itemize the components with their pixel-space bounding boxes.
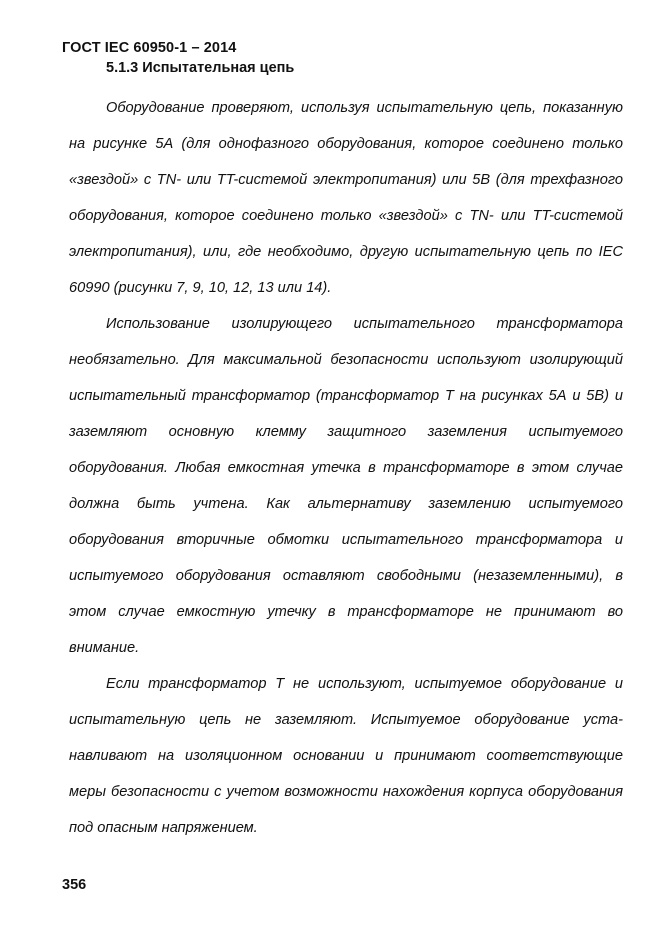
section-title: 5.1.3 Испытательная цепь	[106, 60, 295, 76]
page-number: 356	[62, 877, 87, 893]
paragraph: Использование изолирующего испытательного трансформатора необязательно. Для максимальной безопасности используют изолирующий испытательный трансформатор (трансформатор Т на рисунках 5А и 5В) и заземляют основную клемму защитного заземления испытуемого оборудования. Любая емкостная утечка в трансформаторе в этом случае должна быть учтена. Как альтернативу заземлению испытуемого оборудования вторичные обмотки испытательного трансформатора и испытуемого оборудования оставляют свободными (незаземленными), в этом случае емкостную утечку в трансформаторе не принимают во внимание.	[69, 316, 623, 656]
paragraph: Оборудование проверяют, используя испытательную цепь, показанную на рисунке 5А (для однофазного оборудования, которое соединено только «звездой» с TN- или TT-системой электропитания) или 5В (для трехфазного оборудования, которое соединено только «звездой» с TN- или TT-системой электропитания), или, где необходимо, другую испытательную цепь по IEC 60990 (рисунки 7, 9, 10, 12, 13 или 14).	[69, 100, 623, 296]
paragraph: Если трансформатор Т не используют, испытуемое оборудование и испытательную цепь не заземляют. Испытуемое оборудование устанавливают на изоляционном основании и принимают соответствующие меры безопасности с учетом возможности нахождения корпуса оборудования под опасным напряжением.	[69, 676, 623, 836]
document-header: ГОСТ IEC 60950-1 – 2014	[62, 40, 237, 56]
body-text	[69, 90, 623, 846]
